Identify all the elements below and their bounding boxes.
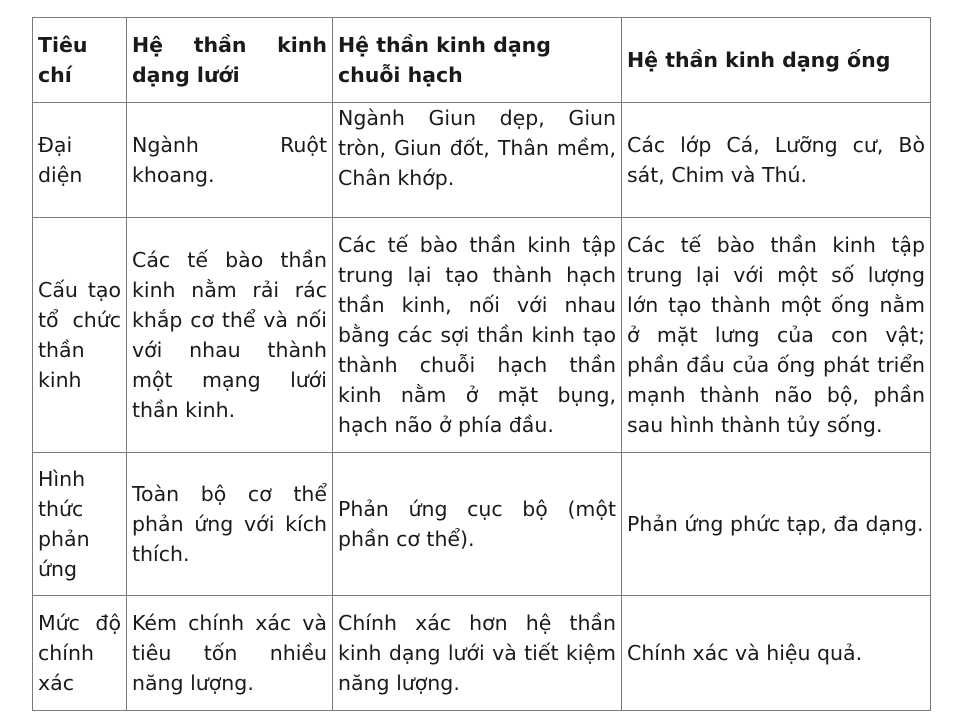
table-cell: Chính xác và hiệu quả. xyxy=(622,596,931,711)
table-row xyxy=(33,596,931,711)
header-tubular-nervous-system: Hệ thần kinh dạng ống xyxy=(622,18,931,103)
table-cell: Phản ứng phức tạp, đa dạng. xyxy=(622,453,931,596)
row-label-representatives: Đại diện xyxy=(33,103,127,218)
header-ganglion-chain-nervous-system: Hệ thần kinh dạng chuỗi hạch xyxy=(333,18,622,103)
header-row xyxy=(33,18,931,103)
table-cell: Toàn bộ cơ thể phản ứng với kích thích. xyxy=(127,453,333,596)
table-cell: Phản ứng cục bộ (một phần cơ thể). xyxy=(333,453,622,596)
header-criteria: Tiêu chí xyxy=(33,18,127,103)
row-label-structure: Cấu tạo tổ chức thần kinh xyxy=(33,218,127,453)
table-cell: Các lớp Cá, Lưỡng cư, Bò sát, Chim và Thú. xyxy=(622,103,931,218)
header-net-nervous-system: Hệ thần kinh dạng lưới xyxy=(127,18,333,103)
table-cell: Chính xác hơn hệ thần kinh dạng lưới và tiết kiệm năng lượng. xyxy=(333,596,622,711)
row-label-response-form: Hình thức phản ứng xyxy=(33,453,127,596)
table-cell: Các tế bào thần kinh nằm rải rác khắp cơ thể và nối với nhau thành một mạng lưới thần kinh. xyxy=(127,218,333,453)
table-row xyxy=(33,453,931,596)
table-cell: Các tế bào thần kinh tập trung lại tạo thành hạch thần kinh, nối với nhau bằng các sợi thần kinh tạo thành chuỗi hạch thần kinh nằm ở mặt bụng, hạch não ở phía đầu. xyxy=(333,218,622,453)
table-cell: Các tế bào thần kinh tập trung lại với một số lượng lớn tạo thành một ống nằm ở mặt lưng của con vật; phần đầu của ống phát triển mạnh thành não bộ, phần sau hình thành tủy sống. xyxy=(622,218,931,453)
table-row xyxy=(33,103,931,218)
table-row xyxy=(33,218,931,453)
table-cell: Ngành Ruột khoang. xyxy=(127,103,333,218)
table-cell: Ngành Giun dẹp, Giun tròn, Giun đốt, Thân mềm, Chân khớp. xyxy=(333,103,622,218)
row-label-accuracy: Mức độ chính xác xyxy=(33,596,127,711)
table-cell: Kém chính xác và tiêu tốn nhiều năng lượng. xyxy=(127,596,333,711)
comparison-table xyxy=(32,17,931,711)
